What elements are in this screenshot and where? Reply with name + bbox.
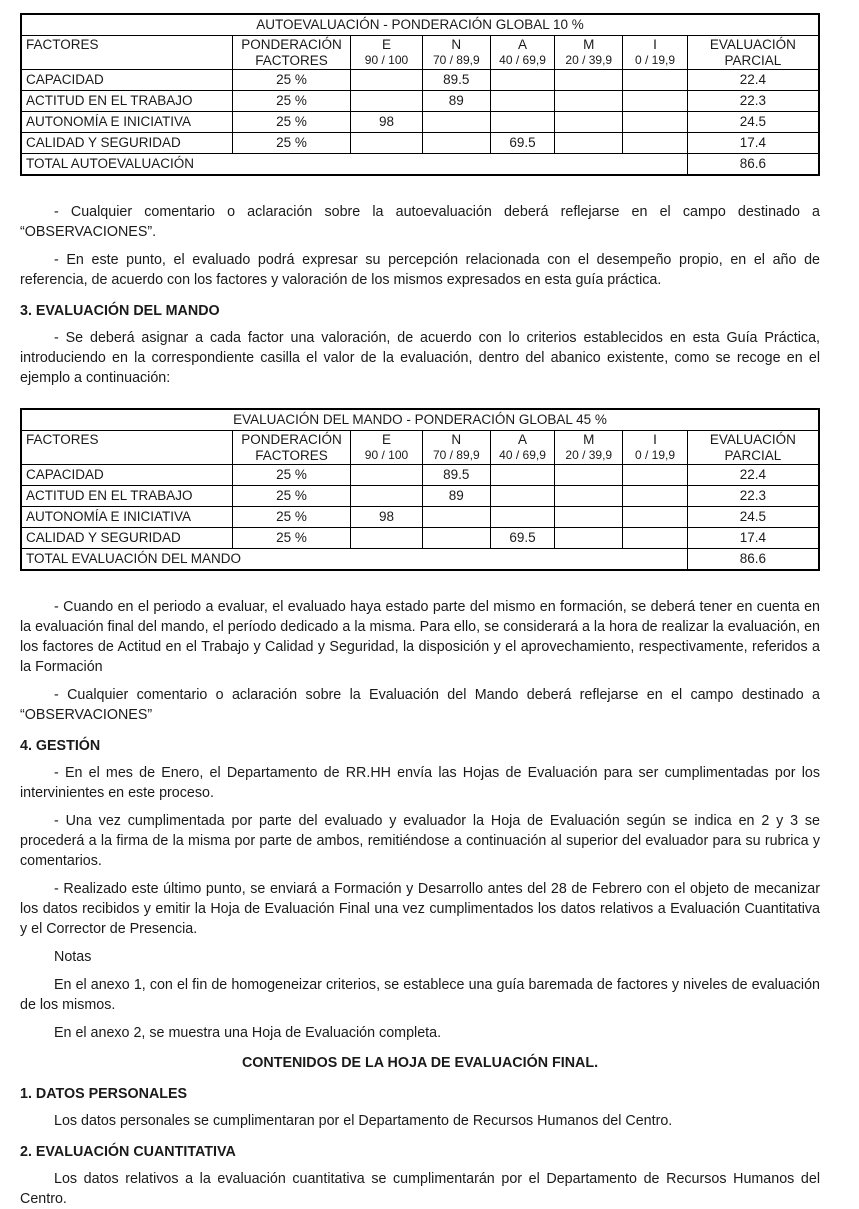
grade-m-cell xyxy=(555,112,623,133)
grade-n-cell xyxy=(422,507,490,528)
table-title: EVALUACIÓN DEL MANDO - PONDERACIÓN GLOBAL 45 % xyxy=(21,409,819,431)
total-label: TOTAL EVALUACIÓN DEL MANDO xyxy=(21,549,687,571)
grade-e-cell xyxy=(351,70,423,91)
table-row xyxy=(21,133,819,154)
ponderacion-cell: 25 % xyxy=(232,112,350,133)
col-header-factores: FACTORES xyxy=(21,431,232,465)
paragraph-anexo2: En el anexo 2, se muestra una Hoja de Evaluación completa. xyxy=(54,1025,442,1041)
grade-a-cell: 69.5 xyxy=(490,528,555,549)
grade-i-cell xyxy=(623,133,688,154)
parcial-cell: 17.4 xyxy=(687,133,819,154)
grade-i-cell xyxy=(623,486,688,507)
table-row xyxy=(21,70,819,91)
col-header-factores: FACTORES xyxy=(21,36,232,70)
parcial-cell: 22.4 xyxy=(687,465,819,486)
total-value: 86.6 xyxy=(687,549,819,571)
factor-cell: AUTONOMÍA E INICIATIVA xyxy=(21,507,232,528)
grade-e-cell xyxy=(351,91,423,112)
col-header-e: E 90 / 100 xyxy=(351,431,423,465)
table-total-row xyxy=(21,154,819,176)
ponderacion-cell: 25 % xyxy=(232,486,350,507)
col-header-i: I 0 / 19,9 xyxy=(623,36,688,70)
col-header-m: M 20 / 39,9 xyxy=(555,36,623,70)
paragraph-gestion-envio: - Realizado este último punto, se enviará a Formación y Desarrollo antes del 28 de Febrero con el objeto de mecanizar los datos recibidos y emitir la Hoja de Evaluación Final una vez cumplimentados los datos relativos a Evaluación Cuantitativa y el Corrector de Presencia. xyxy=(20,881,820,937)
ponderacion-cell: 25 % xyxy=(232,507,350,528)
paragraph-autoeval-observaciones: - Cualquier comentario o aclaración sobre la autoevaluación deberá reflejarse en el campo destinado a “OBSERVACIONES”. xyxy=(20,204,820,240)
grade-e-cell: 98 xyxy=(351,112,423,133)
section-heading-datos-personales: 1. DATOS PERSONALES xyxy=(20,1086,188,1102)
ponderacion-cell: 25 % xyxy=(232,528,350,549)
grade-i-cell xyxy=(623,528,688,549)
factor-cell: ACTITUD EN EL TRABAJO xyxy=(21,91,232,112)
parcial-cell: 24.5 xyxy=(687,112,819,133)
grade-e-cell: 98 xyxy=(351,507,423,528)
paragraph-datos-personales: Los datos personales se cumplimentaran por el Departamento de Recursos Humanos del Centro. xyxy=(54,1113,673,1129)
col-header-evaluacion-parcial: EVALUACIÓN PARCIAL xyxy=(687,36,819,70)
grade-e-cell xyxy=(351,133,423,154)
grade-m-cell xyxy=(555,70,623,91)
grade-a-cell xyxy=(490,507,555,528)
grade-m-cell xyxy=(555,465,623,486)
table-row xyxy=(21,91,819,112)
col-header-evaluacion-parcial: EVALUACIÓN PARCIAL xyxy=(687,431,819,465)
contenidos-title: CONTENIDOS DE LA HOJA DE EVALUACIÓN FINAL. xyxy=(241,1055,599,1071)
factor-cell: AUTONOMÍA E INICIATIVA xyxy=(21,112,232,133)
grade-m-cell xyxy=(555,133,623,154)
grade-m-cell xyxy=(555,91,623,112)
paragraph-gestion-enero: - En el mes de Enero, el Departamento de RR.HH envía las Hojas de Evaluación para ser cumplimentadas por los intervinientes en este proceso. xyxy=(20,765,820,801)
section-heading-gestion: 4. GESTIÓN xyxy=(20,738,101,754)
factor-cell: ACTITUD EN EL TRABAJO xyxy=(21,486,232,507)
grade-m-cell xyxy=(555,486,623,507)
table-title-row xyxy=(21,14,819,36)
factor-cell: CALIDAD Y SEGURIDAD xyxy=(21,528,232,549)
col-header-n: N 70 / 89,9 xyxy=(422,36,490,70)
table-total-row xyxy=(21,549,819,571)
grade-i-cell xyxy=(623,112,688,133)
table-row xyxy=(21,465,819,486)
grade-n-cell xyxy=(422,112,490,133)
table-header-row xyxy=(21,36,819,70)
factor-cell: CALIDAD Y SEGURIDAD xyxy=(21,133,232,154)
ponderacion-cell: 25 % xyxy=(232,133,350,154)
table-title-row xyxy=(21,409,819,431)
parcial-cell: 22.4 xyxy=(687,70,819,91)
section-heading-evaluacion-mando: 3. EVALUACIÓN DEL MANDO xyxy=(20,303,220,319)
grade-n-cell: 89.5 xyxy=(422,70,490,91)
grade-m-cell xyxy=(555,528,623,549)
grade-n-cell xyxy=(422,528,490,549)
grade-a-cell xyxy=(490,465,555,486)
notas-label: Notas xyxy=(54,949,92,965)
grade-a-cell xyxy=(490,486,555,507)
grade-a-cell xyxy=(490,112,555,133)
table-row xyxy=(21,486,819,507)
ponderacion-cell: 25 % xyxy=(232,70,350,91)
paragraph-mando-observaciones: - Cualquier comentario o aclaración sobre la Evaluación del Mando deberá reflejarse en el campo destinado a “OBSERVACIONES” xyxy=(20,687,820,723)
grade-e-cell xyxy=(351,465,423,486)
col-header-a: A 40 / 69,9 xyxy=(490,36,555,70)
col-header-ponderacion: PONDERACIÓN FACTORES xyxy=(232,36,350,70)
parcial-cell: 24.5 xyxy=(687,507,819,528)
factor-cell: CAPACIDAD xyxy=(21,70,232,91)
col-header-ponderacion: PONDERACIÓN FACTORES xyxy=(232,431,350,465)
ponderacion-cell: 25 % xyxy=(232,465,350,486)
total-value: 86.6 xyxy=(687,154,819,176)
table-title: AUTOEVALUACIÓN - PONDERACIÓN GLOBAL 10 % xyxy=(21,14,819,36)
parcial-cell: 22.3 xyxy=(687,91,819,112)
paragraph-evaluacion-cuantitativa: Los datos relativos a la evaluación cuantitativa se cumplimentarán por el Departamento de Recursos Humanos del Centro. xyxy=(20,1171,820,1207)
grade-i-cell xyxy=(623,465,688,486)
grade-n-cell: 89 xyxy=(422,486,490,507)
grade-a-cell xyxy=(490,91,555,112)
grade-i-cell xyxy=(623,507,688,528)
paragraph-mando-intro: - Se deberá asignar a cada factor una valoración, de acuerdo con lo criterios establecidos en esta Guía Práctica, introduciendo en la correspondiente casilla el valor de la evaluación, dentro del abanico existente, como se recoge en el ejemplo a continuación: xyxy=(20,330,820,386)
grade-e-cell xyxy=(351,486,423,507)
col-header-m: M 20 / 39,9 xyxy=(555,431,623,465)
total-label: TOTAL AUTOEVALUACIÓN xyxy=(21,154,687,176)
paragraph-gestion-firma: - Una vez cumplimentada por parte del evaluado y evaluador la Hoja de Evaluación según se indica en 2 y 3 se procederá a la firma de la misma por parte de ambos, remitiéndose a continuación al superior del evaluador para su rubrica y comentarios. xyxy=(20,813,820,869)
table-row xyxy=(21,112,819,133)
table-row xyxy=(21,507,819,528)
grade-a-cell xyxy=(490,70,555,91)
grade-e-cell xyxy=(351,528,423,549)
table-header-row xyxy=(21,431,819,465)
ponderacion-cell: 25 % xyxy=(232,91,350,112)
grade-a-cell: 69.5 xyxy=(490,133,555,154)
section-heading-evaluacion-cuantitativa: 2. EVALUACIÓN CUANTITATIVA xyxy=(20,1144,236,1160)
col-header-a: A 40 / 69,9 xyxy=(490,431,555,465)
grade-n-cell xyxy=(422,133,490,154)
parcial-cell: 22.3 xyxy=(687,486,819,507)
paragraph-autoeval-percepcion: - En este punto, el evaluado podrá expresar su percepción relacionada con el desempeño propio, en el año de referencia, de acuerdo con los factores y valoración de los mismos expresados en esta guía práctica. xyxy=(20,252,820,288)
grade-m-cell xyxy=(555,507,623,528)
grade-i-cell xyxy=(623,91,688,112)
paragraph-anexo1: En el anexo 1, con el fin de homogeneizar criterios, se establece una guía baremada de factores y niveles de evaluación de los mismos. xyxy=(20,977,820,1013)
table-row xyxy=(21,528,819,549)
factor-cell: CAPACIDAD xyxy=(21,465,232,486)
grade-i-cell xyxy=(623,70,688,91)
evaluacion-mando-table xyxy=(20,408,820,571)
grade-n-cell: 89 xyxy=(422,91,490,112)
parcial-cell: 17.4 xyxy=(687,528,819,549)
autoevaluacion-table xyxy=(20,13,820,176)
paragraph-mando-formacion: - Cuando en el periodo a evaluar, el evaluado haya estado parte del mismo en formación, se deberá tener en cuenta en la evaluación final del mando, el período dedicado a la misma. Para ello, se considerará a la hora de realizar la evaluación, en los factores de Actitud en el Trabajo y Calidad y Seguridad, la disposición y el aprovechamiento, respectivamente, referidos a la Formación xyxy=(20,599,820,675)
col-header-n: N 70 / 89,9 xyxy=(422,431,490,465)
grade-n-cell: 89.5 xyxy=(422,465,490,486)
col-header-i: I 0 / 19,9 xyxy=(623,431,688,465)
col-header-e: E 90 / 100 xyxy=(351,36,423,70)
